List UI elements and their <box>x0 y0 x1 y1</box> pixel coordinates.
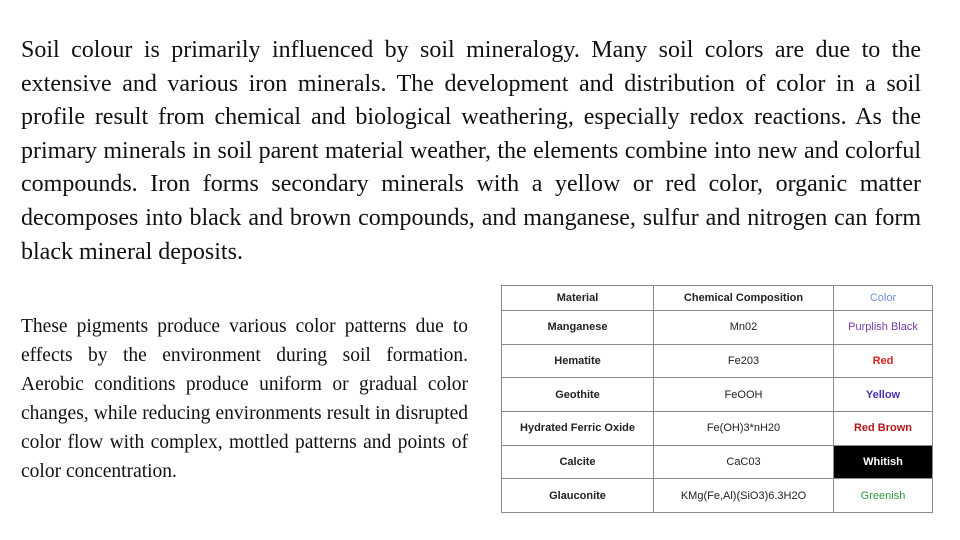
composition-cell: Fe(OH)3*nH20 <box>654 411 834 445</box>
pigments-paragraph: These pigments produce various color patterns due to effects by the environment during soil formation. Aerobic conditions produce uniform or gradual color changes, while reducing environments result in disrupted color flow with complex, mottled patterns and points of color concentration. <box>21 316 468 482</box>
material-cell: Calcite <box>502 445 654 479</box>
main-paragraph: Soil colour is primarily influenced by soil mineralogy. Many soil colors are due to the extensive and various iron minerals. The development and distribution of color in a soil profile result from chemical and biological weathering, especially redox reactions. As the primary minerals in soil parent material weather, the elements combine into new and colorful compounds. Iron forms secondary minerals with a yellow or red color, organic matter decomposes into black and brown compounds, and manganese, sulfur and nitrogen can form black mineral deposits. <box>21 37 921 265</box>
table-body <box>502 311 933 513</box>
table-row <box>502 311 933 345</box>
mineral-color-table-container <box>501 285 932 513</box>
material-cell: Manganese <box>502 311 654 345</box>
table-row <box>502 445 933 479</box>
table-row <box>502 411 933 445</box>
mineral-color-table <box>501 285 933 513</box>
composition-cell: Mn02 <box>654 311 834 345</box>
color-cell: Red <box>834 344 933 378</box>
color-cell: Purplish Black <box>834 311 933 345</box>
color-cell: Yellow <box>834 378 933 412</box>
material-cell: Geothite <box>502 378 654 412</box>
composition-cell: KMg(Fe,Al)(SiO3)6.3H2O <box>654 479 834 513</box>
composition-cell: Fe203 <box>654 344 834 378</box>
material-cell: Hematite <box>502 344 654 378</box>
table-header-row <box>502 286 933 311</box>
header-chemical-composition: Chemical Composition <box>654 286 834 311</box>
table-row <box>502 479 933 513</box>
composition-cell: FeOOH <box>654 378 834 412</box>
header-color: Color <box>834 286 933 311</box>
header-material: Material <box>502 286 654 311</box>
table-row <box>502 378 933 412</box>
color-cell: Red Brown <box>834 411 933 445</box>
table-row <box>502 344 933 378</box>
color-cell: Greenish <box>834 479 933 513</box>
material-cell: Hydrated Ferric Oxide <box>502 411 654 445</box>
composition-cell: CaC03 <box>654 445 834 479</box>
material-cell: Glauconite <box>502 479 654 513</box>
color-cell: Whitish <box>834 445 933 479</box>
